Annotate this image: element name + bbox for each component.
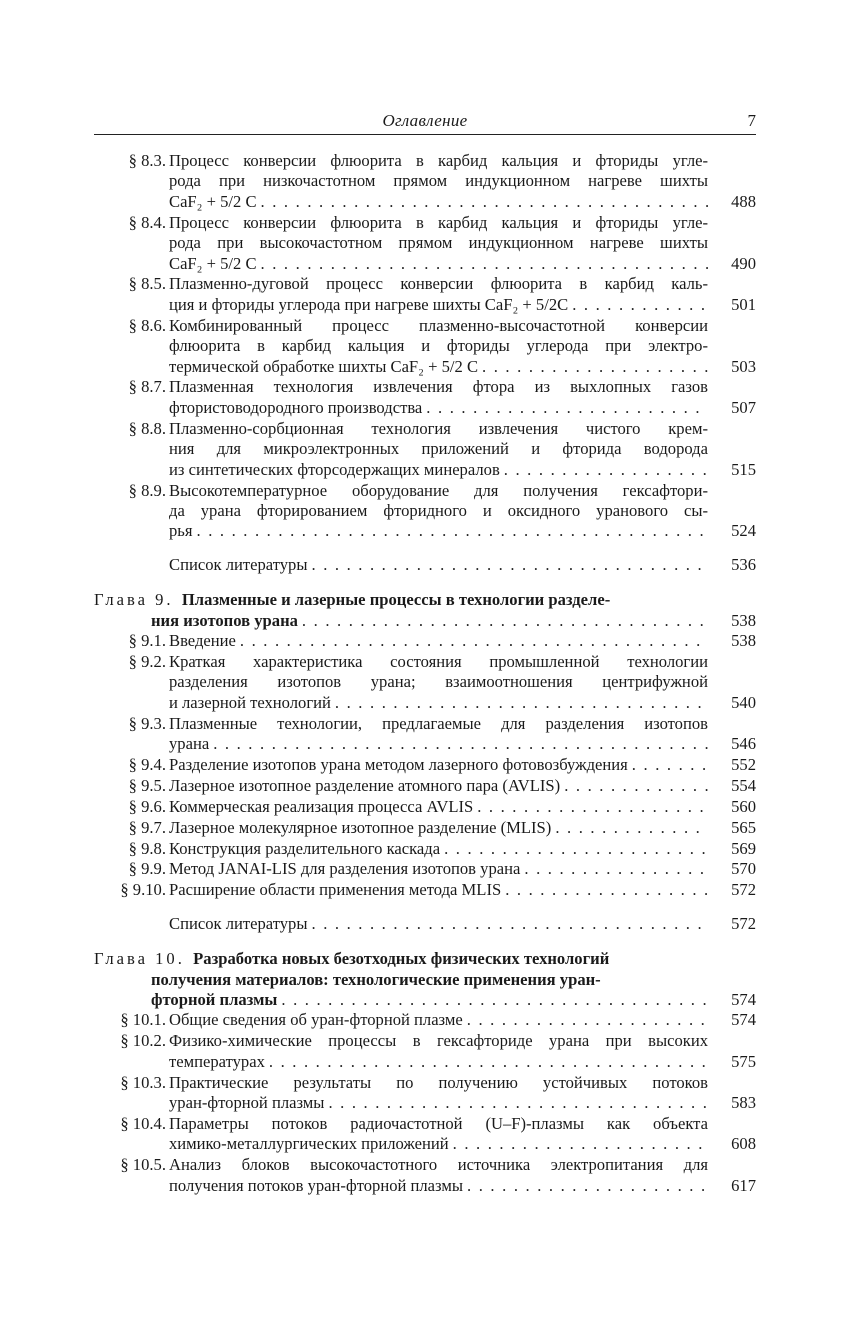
section-number: § 8.9.	[128, 480, 166, 500]
entry-text-last-line: фтористоводородного производства	[169, 397, 423, 417]
leader-dots	[467, 1010, 708, 1030]
entry-text-line: Анализ блоков высокочастотного источника электропитания для	[169, 1155, 708, 1175]
entry-text-line: рода при высокочастотном прямом индукционном нагреве шихты	[169, 233, 708, 253]
entry-text-last-line: CaF₂ + 5/2 C	[169, 191, 257, 211]
entry-page-number: 560	[731, 796, 756, 816]
references-page: 572	[731, 913, 756, 933]
chapter-title-line-3: фторной плазмы	[151, 989, 278, 1009]
toc-entry[interactable]	[94, 1010, 756, 1030]
references-page: 536	[731, 554, 756, 574]
leader-dots	[240, 631, 708, 651]
entry-text-last-line: термической обработке шихты CaF₂ + 5/2 C	[169, 356, 479, 376]
references-label: Список литературы	[169, 554, 308, 574]
entry-text-last-line: Общие сведения об уран-фторной плазме	[169, 1010, 463, 1030]
entry-text-last-line: уран-фторной плазмы	[169, 1092, 325, 1112]
entry-page-number: 608	[731, 1134, 756, 1154]
leader-dots	[335, 693, 708, 713]
section-number: § 9.7.	[128, 817, 166, 837]
toc-entry[interactable]	[94, 880, 756, 900]
chapter-title-line-1: Разработка новых безотходных физических технологий	[193, 949, 610, 969]
entry-page-number: 575	[731, 1051, 756, 1071]
entry-page-number: 574	[731, 1010, 756, 1030]
entry-page-number: 546	[731, 733, 756, 753]
toc-entry[interactable]	[94, 797, 756, 817]
entry-text-line: Плазменная технология извлечения фтора из выхлопных газов	[169, 377, 708, 397]
section-number: § 8.6.	[128, 315, 166, 335]
entry-page-number: 501	[731, 294, 756, 314]
toc-entry[interactable]	[94, 859, 756, 879]
entry-text-last-line: урана	[169, 733, 210, 753]
toc-entry[interactable]	[94, 274, 756, 315]
entry-text-last-line: Конструкция разделительного каскада	[169, 838, 441, 858]
entry-page-number: 552	[731, 754, 756, 774]
entry-text-line: Комбинированный процесс плазменно-высочастотной конверсии	[169, 315, 708, 335]
references-entry[interactable]	[94, 914, 756, 934]
toc-entry[interactable]	[94, 213, 756, 274]
entry-page-number: 540	[731, 692, 756, 712]
toc-group-chapter-8	[94, 151, 756, 542]
entry-text-line: Процесс конверсии флюорита в карбид кальция и фториды угле-	[169, 212, 708, 232]
toc-entry[interactable]	[94, 419, 756, 480]
section-number: § 8.7.	[128, 377, 166, 397]
toc-entry[interactable]	[94, 481, 756, 542]
running-header	[94, 110, 756, 135]
entry-text-last-line: получения потоков уран-фторной плазмы	[169, 1175, 464, 1195]
entry-text-last-line: и лазерной технологий	[169, 692, 331, 712]
entry-page-number: 569	[731, 838, 756, 858]
leader-dots	[632, 755, 708, 775]
entry-text-line: Физико-химические процессы в гексафториде урана при высоких	[169, 1031, 708, 1051]
header-title: Оглавление	[382, 111, 468, 130]
references-label: Список литературы	[169, 913, 308, 933]
section-number: § 9.4.	[128, 754, 166, 774]
entry-text-line: Плазменные технологии, предлагаемые для разделения изотопов	[169, 713, 708, 733]
section-number: § 10.2.	[120, 1031, 166, 1051]
toc-entry[interactable]	[94, 377, 756, 418]
leader-dots	[213, 734, 708, 754]
leader-dots	[504, 460, 708, 480]
entry-text-last-line: Коммерческая реализация процесса AVLIS	[169, 796, 474, 816]
entry-text-line: да урана фторированием фторидного и оксидного уранового сы-	[169, 500, 708, 520]
entry-page-number: 554	[731, 775, 756, 795]
leader-dots	[572, 295, 708, 315]
entry-page-number: 617	[731, 1175, 756, 1195]
entry-page-number: 490	[731, 253, 756, 273]
toc-entry[interactable]	[94, 631, 756, 651]
section-number: § 9.10.	[120, 880, 166, 900]
leader-dots	[555, 818, 708, 838]
entry-page-number: 524	[731, 521, 756, 541]
leader-dots	[261, 192, 708, 212]
entry-text-line: разделения изотопов урана; взаимоотношения центрифужной	[169, 672, 708, 692]
toc-entry[interactable]	[94, 818, 756, 838]
header-page-number: 7	[747, 111, 756, 130]
toc-entry[interactable]	[94, 151, 756, 212]
leader-dots	[328, 1093, 708, 1113]
toc-group-chapter-9	[94, 631, 756, 901]
entry-page-number: 583	[731, 1092, 756, 1112]
section-number: § 9.5.	[128, 775, 166, 795]
entry-text-line: ния для микроэлектронных приложений и фторида водорода	[169, 439, 708, 459]
entry-page-number: 570	[731, 859, 756, 879]
toc-entry[interactable]	[94, 316, 756, 377]
leader-dots	[564, 776, 708, 796]
toc-entry[interactable]	[94, 1114, 756, 1155]
chapter-title-line-2: ния изотопов урана	[151, 610, 298, 630]
entry-text-last-line: Разделение изотопов урана методом лазерного фотовозбуждения	[169, 754, 628, 774]
entry-page-number: 503	[731, 356, 756, 376]
entry-text-last-line: ция и фториды углерода при нагреве шихты CaF₂ + 5/2C	[169, 294, 569, 314]
toc-group-chapter-10	[94, 1010, 756, 1196]
entry-text-line: флюорита в карбид кальция и фториды углерода при электро-	[169, 336, 708, 356]
chapter-page: 574	[731, 989, 756, 1009]
toc-entry[interactable]	[94, 1073, 756, 1114]
entry-text-last-line: Введение	[169, 630, 236, 650]
entry-page-number: 488	[731, 191, 756, 211]
entry-text-line: Параметры потоков радиочастотной (U–F)-плазмы как объекта	[169, 1113, 708, 1133]
entry-page-number: 515	[731, 459, 756, 479]
section-number: § 8.3.	[128, 151, 166, 170]
section-number: § 10.5.	[120, 1155, 166, 1175]
chapter-title-line-1: Плазменные и лазерные процессы в технологии разделе-	[181, 590, 611, 610]
entry-page-number: 538	[731, 630, 756, 650]
entry-text-last-line: Лазерное изотопное разделение атомного пара (AVLIS)	[169, 775, 561, 795]
toc-entry[interactable]	[94, 776, 756, 796]
leader-dots	[524, 859, 708, 879]
chapter-title-line-2: получения материалов: технологические применения уран-	[151, 969, 601, 989]
toc-entry[interactable]	[94, 1031, 756, 1072]
leader-dots	[477, 797, 708, 817]
toc-entry[interactable]	[94, 755, 756, 775]
entry-text-last-line: Лазерное молекулярное изотопное разделение (MLIS)	[169, 817, 552, 837]
entry-page-number: 507	[731, 397, 756, 417]
entry-text-line: Краткая характеристика состояния промышленной технологии	[169, 651, 708, 671]
chapter-page: 538	[731, 610, 756, 630]
entry-text-line: Высокотемпературное оборудование для получения гексафтори-	[169, 480, 708, 500]
leader-dots	[453, 1134, 708, 1154]
entry-text-line: Практические результаты по получению устойчивых потоков	[169, 1072, 708, 1092]
section-number: § 9.9.	[128, 859, 166, 879]
section-number: § 9.2.	[128, 651, 166, 671]
entry-text-line: рода при низкочастотном прямом индукционном нагреве шихты	[169, 171, 708, 191]
section-number: § 8.5.	[128, 274, 166, 294]
section-number: § 10.1.	[120, 1010, 166, 1030]
entry-text-last-line: Метод JANAI-LIS для разделения изотопов урана	[169, 859, 521, 879]
section-number: § 10.3.	[120, 1072, 166, 1092]
section-number: § 8.4.	[128, 212, 166, 232]
leader-dots	[426, 398, 708, 418]
entry-page-number: 572	[731, 880, 756, 900]
section-number: § 10.4.	[120, 1113, 166, 1133]
entry-text-line: Плазменно-дуговой процесс конверсии флюорита в карбид каль-	[169, 274, 708, 294]
references-entry[interactable]	[94, 555, 756, 575]
toc-page	[94, 110, 756, 1197]
toc-entry[interactable]	[94, 652, 756, 713]
chapter-label: Глава 10.	[94, 949, 185, 969]
leader-dots	[444, 839, 708, 859]
entry-text-last-line: Расширение области применения метода MLIS	[169, 880, 502, 900]
table-of-contents	[94, 151, 756, 1196]
chapter-label: Глава 9.	[94, 590, 174, 610]
section-number: § 9.1.	[128, 630, 166, 650]
toc-entry[interactable]	[94, 1155, 756, 1196]
entry-text-line: Процесс конверсии флюорита в карбид кальция и фториды угле-	[169, 151, 708, 170]
chapter-9-heading[interactable]	[94, 590, 756, 631]
toc-entry[interactable]	[94, 714, 756, 755]
section-number: § 9.3.	[128, 713, 166, 733]
leader-dots	[467, 1176, 708, 1196]
leader-dots	[269, 1052, 708, 1072]
leader-dots	[261, 254, 708, 274]
entry-text-line: Плазменно-сорбционная технология извлечения чистого крем-	[169, 418, 708, 438]
entry-text-last-line: CaF₂ + 5/2 C	[169, 253, 257, 273]
entry-text-last-line: химико-металлургических приложений	[169, 1134, 449, 1154]
section-number: § 9.6.	[128, 796, 166, 816]
section-number: § 8.8.	[128, 418, 166, 438]
leader-dots	[482, 357, 708, 377]
entry-text-last-line: из синтетических фторсодержащих минералов	[169, 459, 500, 479]
chapter-10-heading[interactable]	[94, 949, 756, 1010]
entry-page-number: 565	[731, 817, 756, 837]
leader-dots	[505, 880, 708, 900]
entry-text-last-line: рья	[169, 521, 193, 541]
entry-text-last-line: температурах	[169, 1051, 265, 1071]
toc-entry[interactable]	[94, 839, 756, 859]
section-number: § 9.8.	[128, 838, 166, 858]
leader-dots	[197, 521, 709, 541]
